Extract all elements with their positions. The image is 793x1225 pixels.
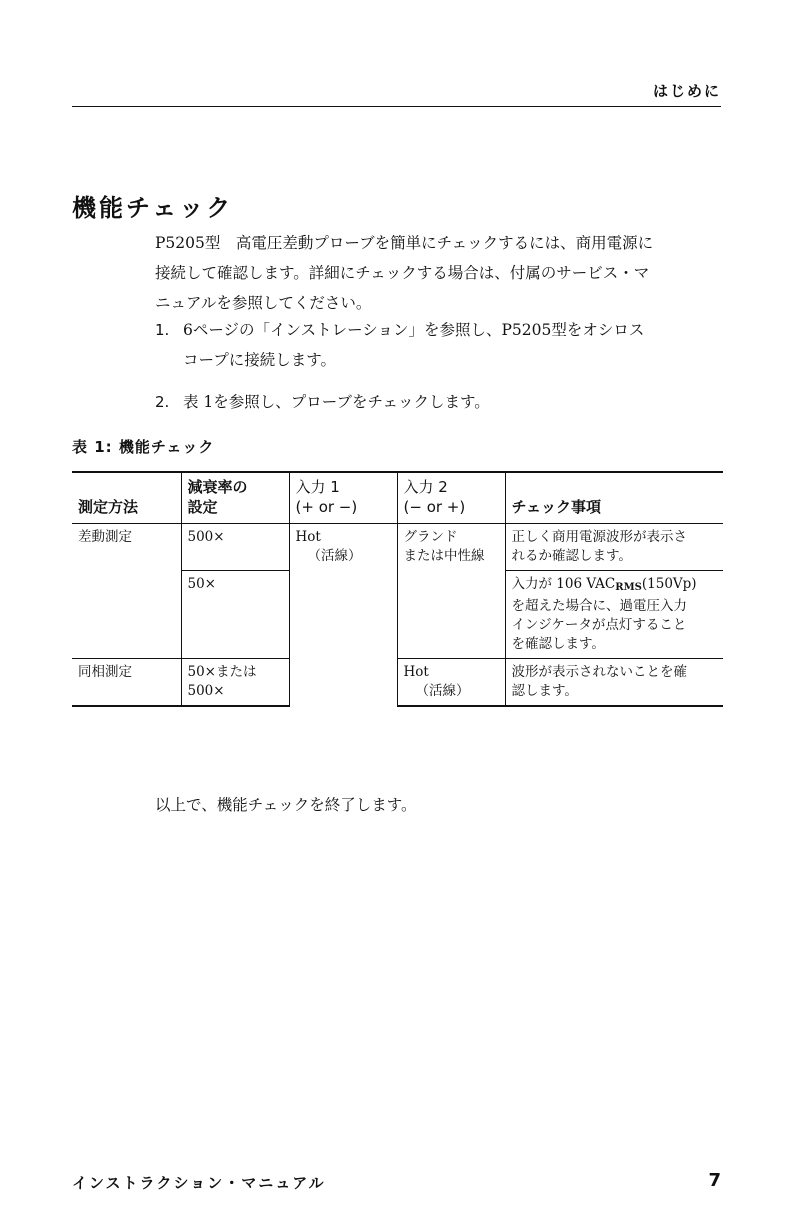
cell-attenuation: 500× [181,524,289,571]
function-check-table [72,471,723,707]
intro-paragraph [155,228,721,318]
header-rule [72,106,721,107]
section-title: 機能チェック [72,194,234,222]
step-item [155,387,721,417]
cell-input2: グランド または中性線 [397,524,505,659]
page-number: 7 [708,1170,721,1191]
col-header-method: 測定方法 [72,472,181,524]
cell-method: 同相測定 [72,659,181,707]
col-header-check: チェック事項 [505,472,723,524]
cell-input2: Hot （活線） [397,659,505,707]
steps-list [155,315,721,429]
cell-check: 波形が表示されないことを確 認します。 [505,659,723,707]
step-number: 1. [155,321,170,339]
cell-attenuation: 50× [181,571,289,659]
step-text-cont: コープに接続します。 [183,351,336,369]
intro-line: P5205型 高電圧差動プローブを簡単にチェックするには、商用電源に [155,234,654,252]
col-header-input2: 入力 2 (− or +) [397,472,505,524]
step-item [155,315,721,375]
table-row [72,659,723,707]
cell-check: 入力が 106 $VAC_{RMS}(150Vp)$ を超えた場合に、過電圧入力 インジケータが点灯すること を確認します。 [505,571,723,659]
cell-check: 正しく商用電源波形が表示さ れるか確認します。 [505,524,723,571]
table-caption: 表 1: 機能チェック [72,438,215,456]
step-number: 2. [155,393,170,411]
cell-method: 差動測定 [78,529,132,545]
col-header-attenuation: 減衰率の 設定 [181,472,289,524]
step-text: 6ページの「インストレーション」を参照し、P5205型をオシロス [183,321,645,339]
cell-attenuation: 50×または 500× [181,659,289,707]
intro-line: ニュアルを参照してください。 [155,294,372,312]
running-header: はじめに [652,82,721,100]
cell-input1: Hot （活線） [289,524,397,707]
intro-line: 接続して確認します。詳細にチェックする場合は、付属のサービス・マ [155,264,650,282]
step-text: 表 1を参照し、プローブをチェックします。 [183,393,490,411]
footer-manual-title: インストラクション・マニュアル [72,1174,326,1192]
table-header-row [72,472,723,524]
closing-text: 以上で、機能チェックを終了します。 [155,796,417,814]
table-row [72,524,723,571]
col-header-input1: 入力 1 (+ or −) [289,472,397,524]
